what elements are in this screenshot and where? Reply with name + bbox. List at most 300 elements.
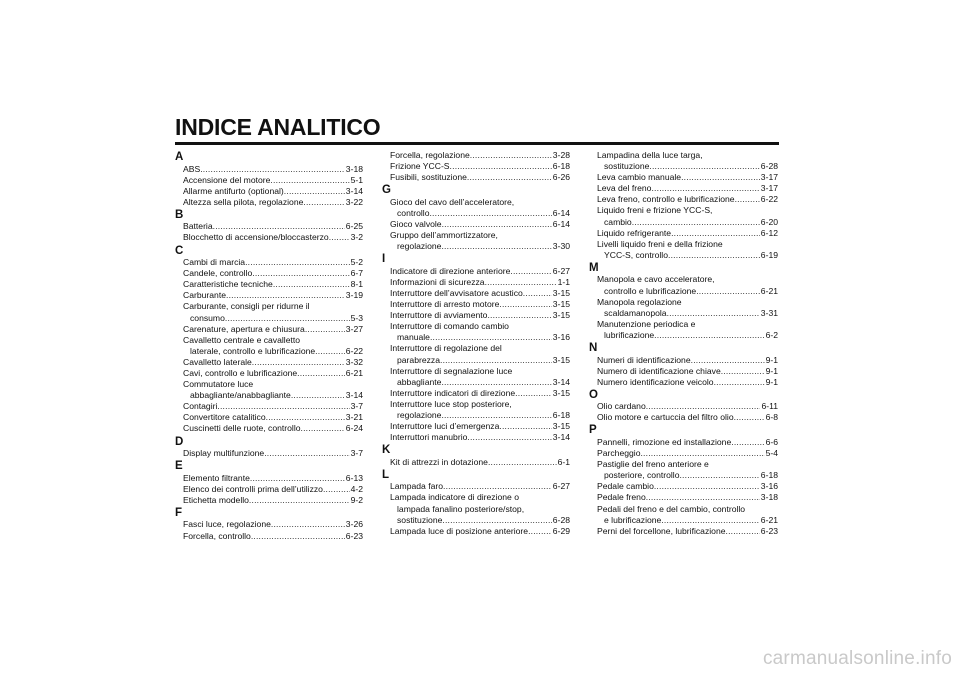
index-entry <box>589 217 778 228</box>
index-entry-line: Pedali del freno e del cambio, controllo <box>597 503 746 514</box>
index-entry-page: 6-11 <box>761 401 778 412</box>
index-entry-page: 3-17 <box>760 172 778 183</box>
index-entry-line: Interruttore di segnalazione luce <box>390 365 513 376</box>
dot-leader <box>528 526 552 537</box>
index-entry-page: 6-21 <box>345 368 363 378</box>
index-entry-text: Caratteristiche tecniche <box>183 279 273 290</box>
index-entry-text: Pedale cambio <box>597 481 654 492</box>
index-entry <box>175 257 363 268</box>
index-entry-page: 3-15 <box>552 387 570 398</box>
index-entry-text: lubrificazione <box>604 329 655 340</box>
index-entry <box>382 277 570 288</box>
index-entry-text: Blocchetto di accensione/bloccasterzo <box>183 232 329 243</box>
index-entry-line: Livelli liquido freni e della frizione <box>597 238 723 249</box>
dot-leader <box>217 401 349 412</box>
index-entry <box>175 495 363 506</box>
index-letter-heading: I <box>382 253 386 266</box>
index-entry-text: Parcheggio <box>597 448 641 459</box>
index-entry-line: Interruttore di regolazione del <box>390 343 502 354</box>
index-entry-page: 5-2 <box>350 257 363 268</box>
index-entry-text: Forcella, controllo <box>183 530 251 541</box>
index-entry <box>175 324 363 335</box>
index-entry-page: 6-23 <box>760 525 778 536</box>
index-entry-text: consumo <box>190 312 225 323</box>
index-entry <box>382 299 570 310</box>
index-entry-page: 3-15 <box>552 287 570 298</box>
dot-leader <box>671 228 760 239</box>
index-entry <box>589 412 778 423</box>
index-entry <box>382 432 570 443</box>
index-entry-text: Lampada faro <box>390 481 444 492</box>
index-entry <box>175 186 363 197</box>
index-entry-line: Gioco del cavo dell’acceleratore, <box>390 196 515 207</box>
index-entry-text: sostituzione <box>604 161 650 172</box>
index-entry-page: 3-16 <box>760 481 778 492</box>
index-entry-text: Kit di attrezzi in dotazione <box>390 456 488 467</box>
index-entry-page: 6-14 <box>552 218 570 229</box>
dot-leader <box>441 241 551 252</box>
index-entry <box>589 250 778 261</box>
index-entry-text: controllo e lubrificazione <box>604 285 697 296</box>
index-entry-text: Contagiri <box>183 401 218 412</box>
index-entry <box>382 457 570 468</box>
index-entry <box>175 175 363 186</box>
index-entry-page: 9-1 <box>765 365 778 376</box>
index-entry-text: Interruttore di arresto motore <box>390 299 500 310</box>
index-entry-page: 6-18 <box>552 161 570 172</box>
index-entry-page: 3-27 <box>345 323 363 334</box>
dot-leader <box>467 432 551 443</box>
dot-leader <box>632 217 760 228</box>
index-entry-text: manuale <box>397 332 430 343</box>
dot-leader <box>225 313 350 324</box>
index-entry-text: Elemento filtrante <box>183 472 250 483</box>
index-entry <box>175 221 363 232</box>
index-entry-page: 6-27 <box>552 265 570 276</box>
index-entry-page: 3-7 <box>350 448 363 459</box>
dot-leader <box>442 219 552 230</box>
index-entry-page: 3-2 <box>350 232 363 243</box>
index-entry <box>589 377 778 388</box>
index-entry-page: 6-20 <box>760 216 778 227</box>
index-entry-text: YCC-S, controllo <box>604 249 668 260</box>
index-letter-heading: K <box>382 444 391 457</box>
index-entry-text: Cavalletto laterale <box>183 356 252 367</box>
index-entry <box>175 484 363 495</box>
dot-leader <box>646 401 761 412</box>
dot-leader <box>442 515 551 526</box>
index-letter-heading: P <box>589 424 597 437</box>
index-entry-page: 6-22 <box>760 194 778 205</box>
index-entry-line: Interruttore luce stop posteriore, <box>390 398 512 409</box>
index-entry-page: 3-18 <box>345 163 363 174</box>
index-entry-page: 8-1 <box>350 279 363 290</box>
index-letter-heading: O <box>589 388 598 401</box>
dot-leader <box>245 257 349 268</box>
dot-leader <box>264 448 349 459</box>
dot-leader <box>200 164 345 175</box>
index-letter-heading: C <box>175 244 184 257</box>
index-entry-text: Elenco dei controlli prima dell’utilizzo <box>183 483 323 494</box>
index-entry <box>589 526 778 537</box>
index-entry-page: 9-1 <box>765 354 778 365</box>
page-title: INDICE ANALITICO <box>175 114 381 140</box>
index-entry <box>175 519 363 530</box>
index-entry-text: scaldamanopola <box>604 307 667 318</box>
index-entry-text: Interruttore indicatori di direzione <box>390 387 516 398</box>
index-entry-page: 6-2 <box>765 329 778 340</box>
index-entry-text: Convertitore catalitico <box>183 412 266 423</box>
index-entry-line: Manopola e cavo acceleratore, <box>597 274 715 285</box>
index-entry <box>382 355 570 366</box>
dot-leader <box>284 186 345 197</box>
index-entry <box>382 421 570 432</box>
index-entry-page: 5-4 <box>765 448 778 459</box>
index-entry-text: Candele, controllo <box>183 268 253 279</box>
dot-leader <box>667 308 760 319</box>
index-entry-page: 6-13 <box>345 472 363 483</box>
index-entry-text: parabrezza <box>397 354 440 365</box>
index-entry-text: Leva freno, controllo e lubrificazione <box>597 194 735 205</box>
index-entry <box>589 183 778 194</box>
index-entry-text: Display multifunzione <box>183 448 265 459</box>
index-entry-page: 6-29 <box>552 525 570 536</box>
index-entry-line: Commutatore luce <box>183 379 254 390</box>
index-entry-line: Lampada indicatore di direzione o <box>390 492 519 503</box>
index-entry <box>175 412 363 423</box>
dot-leader <box>726 526 760 537</box>
index-entry-page: 6-21 <box>760 285 778 296</box>
index-entry <box>589 437 778 448</box>
index-entry-text: abbagliante/anabbagliante <box>190 390 291 401</box>
index-entry-text: Cuscinetti delle ruote, controllo <box>183 423 301 434</box>
index-entry <box>589 308 778 319</box>
index-entry-text: regolazione <box>397 241 442 252</box>
index-entry <box>589 492 778 503</box>
index-entry <box>175 232 363 243</box>
dot-leader <box>649 161 759 172</box>
index-entry-text: Olio motore e cartuccia del filtro olio <box>597 412 734 423</box>
index-entry <box>382 481 570 492</box>
dot-leader <box>499 299 551 310</box>
dot-leader <box>213 221 345 232</box>
index-entry <box>175 357 363 368</box>
index-entry <box>589 161 778 172</box>
index-entry-page: 6-23 <box>345 530 363 541</box>
index-entry-text: Liquido refrigerante <box>597 227 672 238</box>
dot-leader <box>251 531 345 542</box>
dot-leader <box>668 250 760 261</box>
index-entry-page: 3-19 <box>345 290 363 301</box>
index-entry <box>175 448 363 459</box>
dot-leader <box>226 290 345 301</box>
index-entry-text: Leva del freno <box>597 183 652 194</box>
index-entry <box>175 346 363 357</box>
index-entry-text: Interruttore luci d’emergenza <box>390 421 500 432</box>
index-entry <box>382 526 570 537</box>
index-letter-heading: N <box>589 342 598 354</box>
index-entry <box>589 401 778 412</box>
index-entry-page: 3-21 <box>345 412 363 423</box>
index-entry-line: Gruppo dell’ammortizzatore, <box>390 230 498 241</box>
dot-leader <box>679 470 759 481</box>
index-entry-text: Indicatore di direzione anteriore <box>390 265 511 276</box>
index-entry-page: 3-31 <box>760 307 778 318</box>
dot-leader <box>450 161 552 172</box>
dot-leader <box>270 175 349 186</box>
dot-leader <box>441 410 551 421</box>
index-entry <box>589 330 778 341</box>
index-entry-page: 6-14 <box>552 207 570 218</box>
index-entry-line: lampada fanalino posteriore/stop, <box>397 503 525 514</box>
index-entry-page: 6-6 <box>765 436 778 447</box>
index-entry-page: 6-25 <box>345 221 363 232</box>
dot-leader <box>515 388 552 399</box>
dot-leader <box>440 355 552 366</box>
index-entry <box>589 194 778 205</box>
index-entry-page: 3-16 <box>552 332 570 343</box>
index-entry-text: Lampada luce di posizione anteriore <box>390 525 529 536</box>
dot-leader <box>305 324 345 335</box>
dot-leader <box>731 437 764 448</box>
index-entry-text: Interruttore di avviamento <box>390 310 488 321</box>
dot-leader <box>329 232 350 243</box>
index-entry <box>175 473 363 484</box>
index-entry-page: 6-18 <box>760 470 778 481</box>
index-entry-line: Manutenzione periodica e <box>597 318 696 329</box>
index-entry-text: abbagliante <box>397 376 442 387</box>
index-entry-line: Cavalletto centrale e cavalletto <box>183 334 301 345</box>
dot-leader <box>661 515 759 526</box>
index-entry-line: Lampadina della luce targa, <box>597 150 703 160</box>
index-entry <box>175 197 363 208</box>
index-entry-page: 6-18 <box>552 409 570 420</box>
index-entry-text: e lubrificazione <box>604 514 662 525</box>
index-entry <box>589 355 778 366</box>
index-entry-page: 3-14 <box>552 432 570 443</box>
index-entry <box>382 172 570 183</box>
dot-leader <box>654 330 764 341</box>
index-entry <box>175 290 363 301</box>
dot-leader <box>323 484 350 495</box>
index-entry-text: Leva cambio manuale <box>597 172 682 183</box>
dot-leader <box>441 377 551 388</box>
dot-leader <box>485 277 557 288</box>
index-entry-page: 6-1 <box>557 456 570 467</box>
index-entry-text: Informazioni di sicurezza <box>390 276 485 287</box>
index-letter-heading: F <box>175 506 183 519</box>
index-entry <box>589 286 778 297</box>
index-entry <box>382 288 570 299</box>
index-entry-text: Numero di identificazione chiave <box>597 365 721 376</box>
index-entry <box>589 366 778 377</box>
index-entry-page: 6-21 <box>760 514 778 525</box>
index-entry-text: Gioco valvole <box>390 218 442 229</box>
index-entry-page: 6-22 <box>345 345 363 356</box>
index-entry <box>382 266 570 277</box>
index-entry <box>175 164 363 175</box>
dot-leader <box>651 183 759 194</box>
index-entry <box>589 172 778 183</box>
index-entry-text: controllo <box>397 207 430 218</box>
index-entry-page: 3-15 <box>552 421 570 432</box>
index-entry-text: Batteria <box>183 221 213 232</box>
index-letter-heading: D <box>175 435 184 448</box>
dot-leader <box>252 268 349 279</box>
index-entry-page: 3-28 <box>552 150 570 160</box>
dot-leader <box>430 332 552 343</box>
dot-leader <box>315 346 345 357</box>
index-entry <box>382 515 570 526</box>
index-entry-text: Numero identificazione veicolo <box>597 376 714 387</box>
index-entry-page: 4-2 <box>350 483 363 494</box>
index-entry-text: Interruttore dell’avvisatore acustico <box>390 287 523 298</box>
index-entry-text: Allarme antifurto (optional) <box>183 185 284 196</box>
index-entry <box>382 310 570 321</box>
index-letter-heading: B <box>175 208 184 221</box>
index-entry-text: regolazione <box>397 409 442 420</box>
dot-leader <box>721 366 765 377</box>
index-entry <box>175 313 363 324</box>
index-entry <box>382 161 570 172</box>
index-entry <box>382 219 570 230</box>
index-entry-page: 3-26 <box>345 519 363 530</box>
index-entry-page: 3-17 <box>760 183 778 194</box>
index-entry-text: laterale, controllo e lubrificazione <box>190 345 316 356</box>
dot-leader <box>271 519 345 530</box>
dot-leader <box>266 412 345 423</box>
index-entry-page: 9-2 <box>350 494 363 505</box>
index-column-3 <box>589 150 778 537</box>
index-entry-text: Accensione del motore <box>183 174 271 185</box>
title-rule <box>175 142 779 145</box>
index-column-1 <box>175 150 363 542</box>
index-entry-page: 3-15 <box>552 299 570 310</box>
index-entry-text: Fusibili, sostituzione <box>390 172 467 183</box>
index-entry-page: 3-15 <box>552 310 570 321</box>
index-entry-text: Olio cardano <box>597 401 646 412</box>
dot-leader <box>470 150 552 161</box>
index-entry-text: Interruttori manubrio <box>390 432 468 443</box>
index-entry <box>175 390 363 401</box>
index-column-2 <box>382 150 570 537</box>
dot-leader <box>303 197 344 208</box>
index-entry-page: 3-32 <box>345 356 363 367</box>
index-entry-line: Pastiglie del freno anteriore e <box>597 459 709 470</box>
index-letter-heading: E <box>175 460 183 473</box>
index-entry-text: Altezza sella pilota, regolazione <box>183 196 304 207</box>
index-entry-text: sostituzione <box>397 514 443 525</box>
index-entry-text: Perni del forcellone, lubrificazione <box>597 525 726 536</box>
index-entry-line: Liquido freni e frizione YCC-S, <box>597 205 713 216</box>
dot-leader <box>249 495 350 506</box>
index-entry-text: Cambi di marcia <box>183 257 246 268</box>
index-entry-page: 5-1 <box>350 174 363 185</box>
index-entry <box>175 268 363 279</box>
index-entry-text: Carenature, apertura e chiusura <box>183 323 305 334</box>
index-entry <box>589 470 778 481</box>
dot-leader <box>510 266 551 277</box>
index-entry-text: Cavi, controllo e lubrificazione <box>183 368 298 378</box>
index-entry-page: 6-27 <box>552 481 570 492</box>
index-entry-text: Numeri di identificazione <box>597 354 691 365</box>
index-entry-page: 3-18 <box>760 492 778 503</box>
index-entry-page: 3-14 <box>552 376 570 387</box>
dot-leader <box>681 172 760 183</box>
dot-leader <box>487 310 551 321</box>
index-entry-page: 6-26 <box>552 172 570 183</box>
dot-leader <box>691 355 765 366</box>
index-letter-heading: L <box>382 468 390 481</box>
index-entry-page: 6-8 <box>765 412 778 423</box>
dot-leader <box>640 448 764 459</box>
dot-leader <box>273 279 350 290</box>
dot-leader <box>252 357 345 368</box>
index-entry-text: Forcella, regolazione <box>390 150 470 160</box>
index-entry-page: 3-15 <box>552 354 570 365</box>
dot-leader <box>654 481 760 492</box>
index-entry-page: 6-24 <box>345 423 363 434</box>
index-entry-text: ABS <box>183 163 201 174</box>
dot-leader <box>443 481 552 492</box>
index-entry-text: Frizione YCC-S <box>390 161 450 172</box>
dot-leader <box>646 492 760 503</box>
dot-leader <box>250 473 345 484</box>
index-entry-page: 3-30 <box>552 241 570 252</box>
index-entry <box>589 228 778 239</box>
index-entry <box>175 368 363 379</box>
dot-leader <box>429 208 551 219</box>
index-entry <box>382 150 570 161</box>
index-entry-page: 1-1 <box>557 276 570 287</box>
index-entry-text: Pannelli, rimozione ed installazione <box>597 436 732 447</box>
index-entry-page: 3-14 <box>345 390 363 401</box>
index-entry <box>589 515 778 526</box>
index-entry <box>589 481 778 492</box>
dot-leader <box>301 423 345 434</box>
index-entry-page: 3-22 <box>345 196 363 207</box>
dot-leader <box>696 286 760 297</box>
index-entry-line: Interruttore di comando cambio <box>390 321 509 332</box>
index-entry-page: 6-28 <box>552 514 570 525</box>
index-entry-text: Pedale freno <box>597 492 646 503</box>
index-entry-page: 9-1 <box>765 376 778 387</box>
index-entry-page: 6-7 <box>350 268 363 279</box>
index-entry-text: Fasci luce, regolazione <box>183 519 271 530</box>
index-entry <box>175 531 363 542</box>
index-entry-line: Manopola regolazione <box>597 296 682 307</box>
index-letter-heading: M <box>589 261 599 274</box>
dot-leader <box>499 421 551 432</box>
index-entry-text: cambio <box>604 216 632 227</box>
dot-leader <box>735 194 760 205</box>
index-entry <box>382 410 570 421</box>
dot-leader <box>523 288 552 299</box>
index-entry-line: Carburante, consigli per ridurne il <box>183 301 310 312</box>
index-entry-text: posteriore, controllo <box>604 470 680 481</box>
index-letter-heading: A <box>175 151 184 163</box>
index-entry <box>382 332 570 343</box>
index-entry <box>175 423 363 434</box>
dot-leader <box>297 368 345 379</box>
index-letter-heading: G <box>382 184 391 197</box>
dot-leader <box>734 412 765 423</box>
index-entry <box>382 377 570 388</box>
index-entry <box>382 208 570 219</box>
index-entry-text: Etichetta modello <box>183 494 249 505</box>
index-entry-page: 6-12 <box>760 227 778 238</box>
index-entry <box>589 448 778 459</box>
